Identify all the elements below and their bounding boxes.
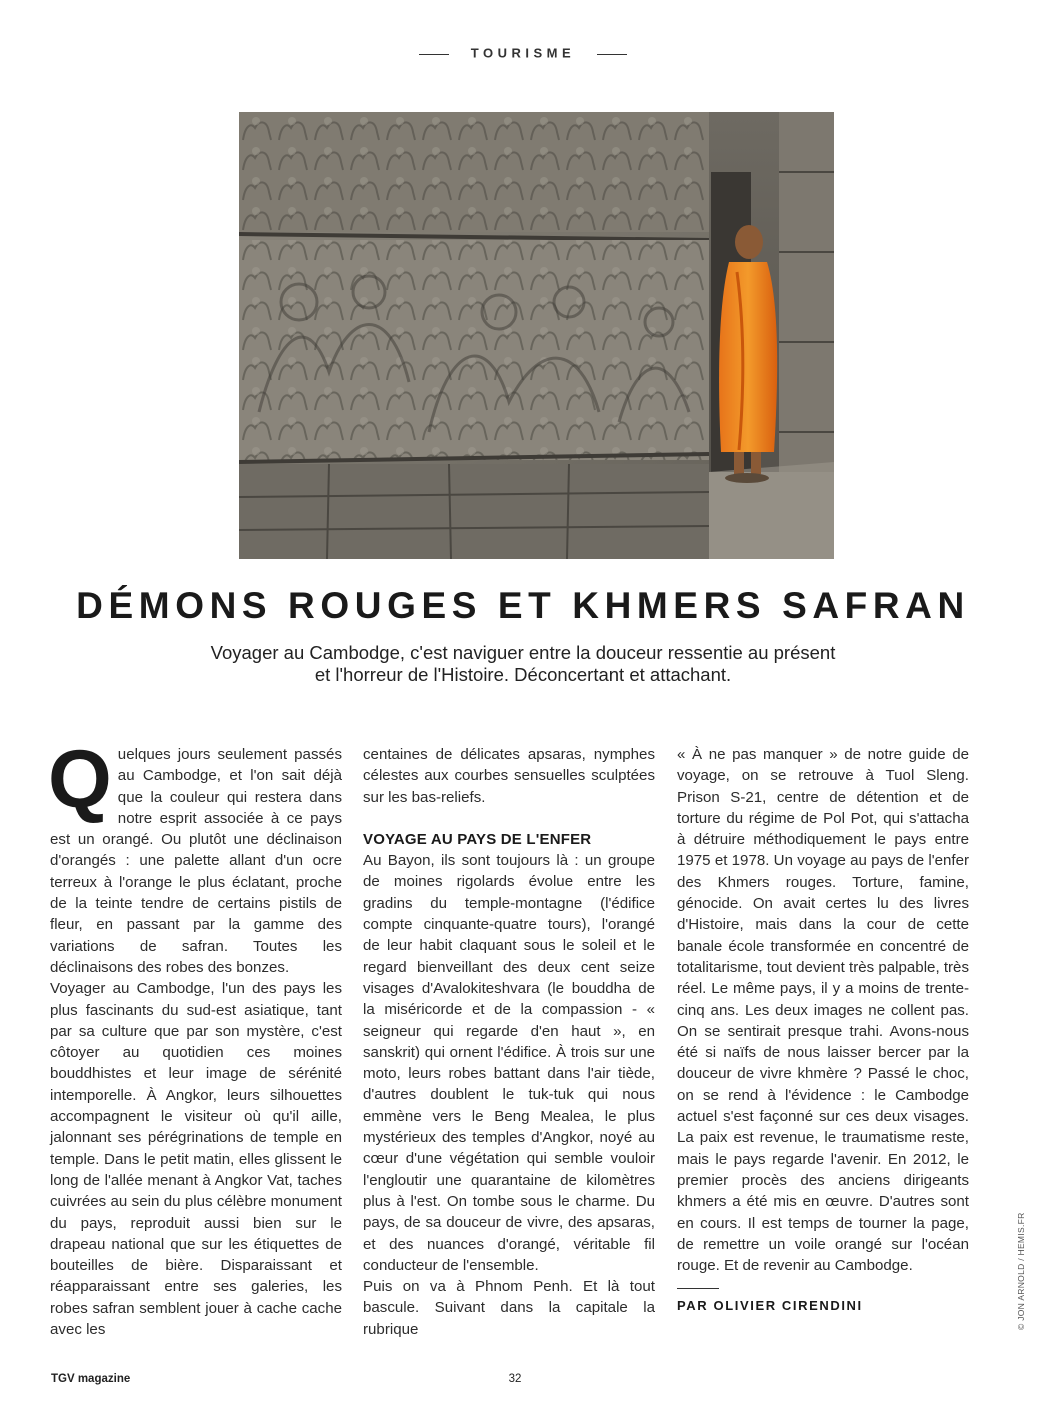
standfirst-line-2: et l'horreur de l'Histoire. Déconcertant et attachant. (314, 664, 732, 685)
subheading: VOYAGE AU PAYS DE L'ENFER (363, 830, 592, 848)
hero-photo (239, 112, 834, 559)
header-rule-left (419, 54, 449, 55)
paragraph (48, 734, 342, 978)
paragraph: Puis on va à Phnom Penh. Et là tout bascule. Suivant dans la capitale la rubrique (363, 1278, 655, 1338)
article-standfirst (0, 642, 1046, 686)
article-headline: DÉMONS ROUGES ET KHMERS SAFRAN (76, 585, 970, 626)
column-2 (363, 744, 655, 1340)
section-label: TOURISME (470, 45, 576, 61)
paragraph: centaines de délicates apsaras, nymphes célestes aux courbes sensuelles sculptées sur les bas-reliefs. (363, 746, 655, 806)
header-rule-right (597, 54, 627, 55)
paragraph: Voyager au Cambodge, l'un des pays les plus fascinants du sud-est asiatique, tant par sa culture que par son mystère, c'est côtoyer au quotidien ces moines bouddhistes et leur image de sérénité intemporelle. À Angkor, leurs silhouettes accompagnent le visiteur où qu'il aille, jalonnant ses pérégrinations de temple en temple. Dans le petit matin, elles glissent le long de l'allée menant à Angkor Vat, taches cuivrées au sein du plus célèbre monument du pays, reproduit aussi bien sur le drapeau national que sur les étiquettes de bouteilles de bière. Disparaissant et réapparaissant entre ses galeries, les robes safran semblent jouer à cache cache avec les (50, 980, 342, 1339)
paragraph: Au Bayon, ils sont toujours là : un groupe de moines rigolards évolue entre les gradins du temple-montagne (l'édifice compte cinquante-quatre tours), l'orangé de leur habit claquant sous le soleil et le regard bienveillant des deux cent seize visages d'Avalokiteshvara (le bouddha de la miséricorde et de la compassion - « seigneur qui regarde d'en haut », en sanskrit) qui ornent l'édifice. À trois sur une moto, leurs robes battant dans l'air tiède, d'autres doublent le tuk-tuk qui nous emmène vers le Beng Mealea, le plus mystérieux des temples d'Angkor, noyé au cœur d'une végétation qui semble vouloir l'engloutir une quarantaine de kilomètres plus à l'est. On tombe sous le charme. Du pays, de sa douceur de vivre, des apsaras, et des nuances d'orangé, véritable fil conducteur de l'ensemble. (363, 852, 655, 1274)
section-header (0, 44, 1046, 62)
photo-credit: © JON ARNOLD / HEMIS.FR (1016, 1212, 1026, 1330)
magazine-name: TGV magazine (51, 1373, 131, 1385)
paragraph-text: uelques jours seulement passés au Cambodge, et l'on sait déjà que la couleur qui restera dans notre esprit associée à ce pays est un orangé. Ou plutôt une déclinaison d'orangés : une palette allant d'un ocre terreux à l'orange le plus éclatant, proche de la teinte tendre de certains pistils de fleur, en passant par la gamme des variations de safran. Toutes les déclinaisons des robes des bonzes. (50, 746, 342, 976)
byline: PAR OLIVIER CIRENDINI (677, 1298, 863, 1314)
column-1 (48, 734, 342, 1340)
standfirst-line-1: Voyager au Cambodge, c'est naviguer entre la douceur ressentie au présent (210, 642, 836, 663)
paragraph: « À ne pas manquer » de notre guide de voyage, on se retrouve à Tuol Sleng. Prison S-21, centre de détention et de torture du régime de Pol Pot, qui s'attacha à détruire méthodiquement le pays entre 1975 et 1978. Un voyage au pays de l'enfer des Khmers rouges. Torture, famine, génocide. On avait certes lu des livres d'Histoire, mais dans la cour de cette banale école transformée en concentré de totalitarisme, tout devient très palpable, très réel. Le même pays, il y a moins de trente-cinq ans. Les deux images ne collent pas. On se sentirait presque trahi. Avons-nous été si naïfs de nous laisser bercer par la douceur de vivre khmère ? Passé le choc, on se rend à l'évidence : le Cambodge actuel s'est façonné sur ces deux visages. La paix est revenue, le traumatisme reste, mais le pays regarde l'avenir. En 2012, le premier procès des anciens dirigeants khmers a été mis en œuvre. D'autres sont en cours. Il est temps de tourner la page, de remettre un voile orangé sur l'océan rouge. Et de revenir au Cambodge. (677, 746, 969, 1275)
dropcap: Q (48, 734, 112, 825)
temple-monk-photo-icon (239, 112, 834, 559)
column-3 (677, 744, 969, 1317)
page-number: 32 (508, 1373, 522, 1385)
byline-rule (677, 1288, 719, 1289)
